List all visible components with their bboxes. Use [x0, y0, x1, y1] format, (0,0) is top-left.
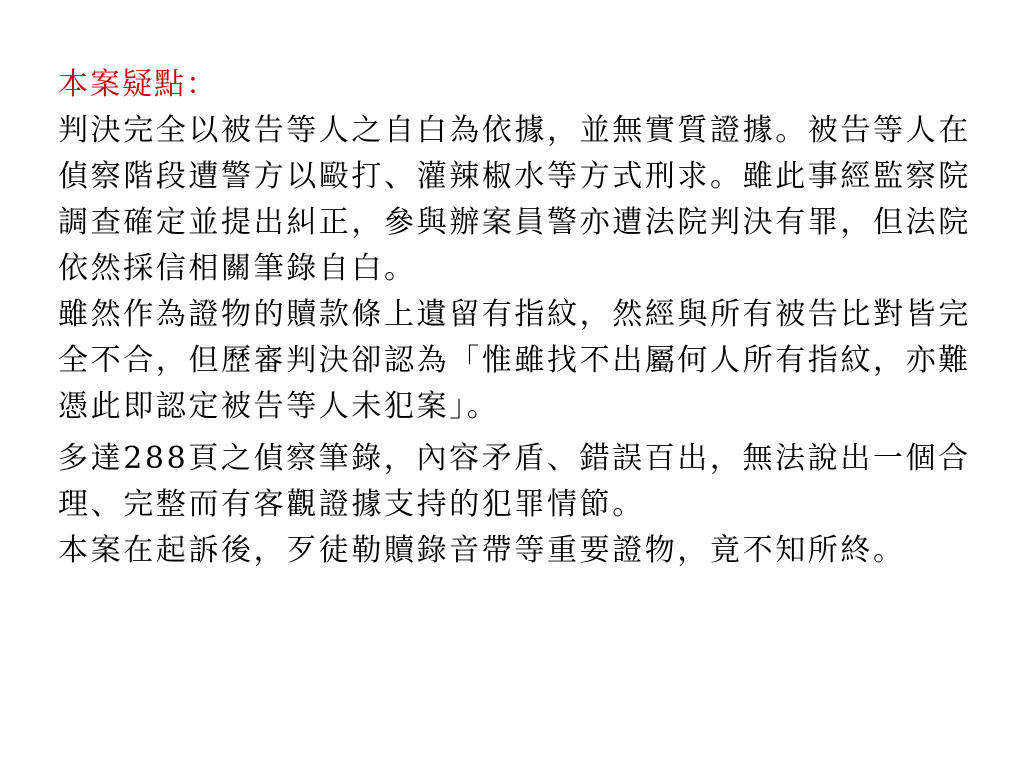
paragraph-confession: 判決完全以被告等人之自白為依據，並無實質證據。被告等人在偵察階段遭警方以毆打、灌辣椒水等方式刑求。雖此事經監察院調查確定並提出糾正，參與辦案員警亦遭法院判決有罪，但法院依然採信相關筆錄自白。	[58, 113, 971, 286]
paragraph-evidence-lost: 本案在起訴後，歹徒勒贖錄音帶等重要證物，竟不知所終。	[58, 533, 906, 568]
slide-heading: 本案疑點：	[58, 67, 218, 102]
paragraph-fingerprint: 雖然作為證物的贖款條上遺留有指紋，然經與所有被告比對皆完全不合，但歷審判決卻認為「惟雖找不出屬何人所有指紋，亦難憑此即認定被告等人未犯案」。	[58, 297, 971, 424]
paragraph-transcript: 多達288頁之偵察筆錄，內容矛盾、錯誤百出，無法說出一個合理、完整而有客觀證據支持的犯罪情節。	[58, 441, 971, 522]
